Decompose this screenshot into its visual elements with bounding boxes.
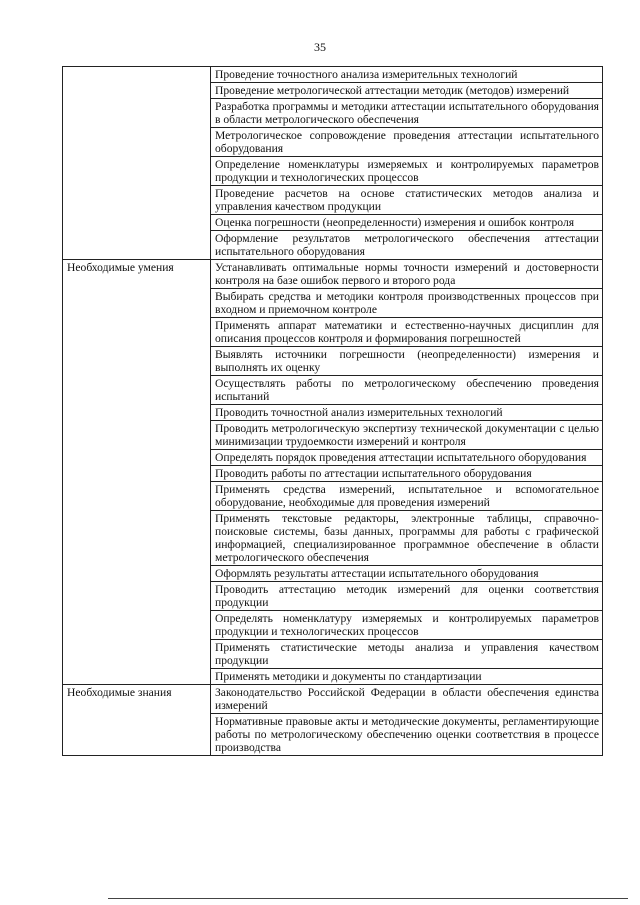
section-label — [63, 67, 211, 260]
table-body — [63, 67, 603, 756]
table-cell: Определять порядок проведения аттестации испытательного оборудования — [211, 450, 603, 466]
table-cell: Выявлять источники погрешности (неопределенности) измерения и выполнять их оценку — [211, 347, 603, 376]
competency-table — [62, 66, 603, 756]
page-number: 35 — [314, 40, 326, 54]
table-cell: Определение номенклатуры измеряемых и контролируемых параметров продукции и технологических процессов — [211, 157, 603, 186]
table-cell: Метрологическое сопровождение проведения аттестации испытательного оборудования — [211, 128, 603, 157]
table-row — [63, 67, 603, 83]
table-cell: Выбирать средства и методики контроля производственных процессов при входном и приемочном контроле — [211, 289, 603, 318]
table-cell: Проведение расчетов на основе статистических методов анализа и управления качеством продукции — [211, 186, 603, 215]
table-cell: Нормативные правовые акты и методические документы, регламентирующие работы по метрологическому обеспечению оценки соответствия в процессе производства — [211, 714, 603, 756]
table-cell: Оформление результатов метрологического обеспечения аттестации испытательного оборудования — [211, 231, 603, 260]
table-cell: Определять номенклатуру измеряемых и контролируемых параметров продукции и технологических процессов — [211, 611, 603, 640]
table-cell: Законодательство Российской Федерации в области обеспечения единства измерений — [211, 685, 603, 714]
section-label: Необходимые знания — [63, 685, 211, 756]
table-cell: Устанавливать оптимальные нормы точности измерений и достоверности контроля на базе ошибок первого и второго рода — [211, 260, 603, 289]
table-cell: Оценка погрешности (неопределенности) измерения и ошибок контроля — [211, 215, 603, 231]
bottom-rule — [108, 898, 628, 899]
table-cell: Проводить метрологическую экспертизу технической документации с целью минимизации трудоемкости измерений и контроля — [211, 421, 603, 450]
section-label: Необходимые умения — [63, 260, 211, 685]
table-cell: Проводить работы по аттестации испытательного оборудования — [211, 466, 603, 482]
table-cell: Применять аппарат математики и естественно-научных дисциплин для описания процессов контроля и формирования погрешностей — [211, 318, 603, 347]
table-cell: Проводить точностной анализ измерительных технологий — [211, 405, 603, 421]
table-cell: Проведение метрологической аттестации методик (методов) измерений — [211, 83, 603, 99]
table-row — [63, 685, 603, 714]
table-row — [63, 260, 603, 289]
table-cell: Оформлять результаты аттестации испытательного оборудования — [211, 566, 603, 582]
table-cell: Разработка программы и методики аттестации испытательного оборудования в области метрологического обеспечения — [211, 99, 603, 128]
table-cell: Применять методики и документы по стандартизации — [211, 669, 603, 685]
table-cell: Осуществлять работы по метрологическому обеспечению проведения испытаний — [211, 376, 603, 405]
table-cell: Проведение точностного анализа измерительных технологий — [211, 67, 603, 83]
table-cell: Применять средства измерений, испытательное и вспомогательное оборудование, необходимые для проведения измерений — [211, 482, 603, 511]
table-cell: Проводить аттестацию методик измерений для оценки соответствия продукции — [211, 582, 603, 611]
table-cell: Применять текстовые редакторы, электронные таблицы, справочно-поисковые системы, базы данных, программы для работы с графической информацией, специализированное программное обеспечение в области метрологического обеспечения — [211, 511, 603, 566]
table-cell: Применять статистические методы анализа и управления качеством продукции — [211, 640, 603, 669]
